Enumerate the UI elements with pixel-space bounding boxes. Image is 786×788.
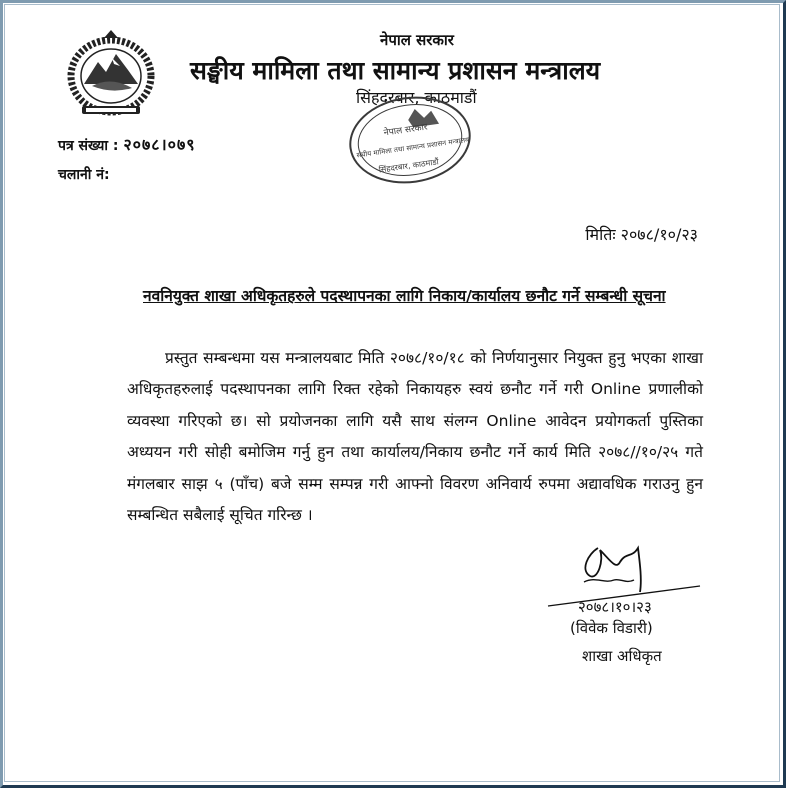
handwritten-signature [540,540,710,620]
letter-date: मितिः २०७८/१०/२३ [585,225,698,244]
government-name: नेपाल सरकार [380,31,454,49]
reference-value: २०७८।०७९ [123,135,196,154]
stamp-line3: सिंहदरबार, काठमाडौं [378,157,440,175]
notice-body: प्रस्तुत सम्बन्धमा यस मन्त्रालयबाट मिति २०७८/१०/१८ को निर्णयानुसार नियुक्त हुनु भएका शाखा अधिकृतहरुलाई पदस्थापनका लागि रिक्त रहेको निकायहरु स्वयं छनौट गर्ने गरी Online प्रणालीको व्यवस्था गरिएको छ। सो प्रयोजनका लागि यसै साथ संलग्न Online आवेदन प्रयोगकर्ता पुस्तिका अध्ययन गरी सोही बमोजिम गर्नु हुन तथा कार्यालय/निकाय छनौट गर्ने कार्य मिति २०७८//१०/२५ गते मंगलबार साझ ५ (पाँच) बजे सम्म सम्पन्न गरी आफ्नो विवरण अनिवार्य रुपमा अद्यावधिक गराउनु हुन सम्बन्धित सबैलाई सूचित गरिन्छ । [127,349,703,525]
reference-number [58,133,196,155]
ministry-title: सङ्घीय मामिला तथा सामान्य प्रशासन मन्त्रालय [190,56,601,85]
signatory-title: शाखा अधिकृत [582,647,662,665]
notice-subject: नवनियुक्त शाखा अधिकृतहरुले पदस्थापनका लागि निकाय/कार्यालय छनौट गर्ने सम्बन्धी सूचना [143,287,666,305]
reference-label: पत्र संख्या : [58,138,119,154]
dispatch-number-label: चलानी नं: [58,167,110,183]
signatory-name: (विवेक विडारी) [570,619,653,637]
ministry-address: सिंहदरबार, काठमाडौं [356,88,477,107]
stamp-line2: संघीय मामिला तथा सामान्य प्रशासन मन्त्रालय [356,135,470,160]
signature-date: २०७८।१०।२३ [578,598,652,616]
stamp-line1: नेपाल सरकार [383,122,429,139]
official-stamp [345,92,475,188]
nepal-emblem-icon [62,28,160,120]
